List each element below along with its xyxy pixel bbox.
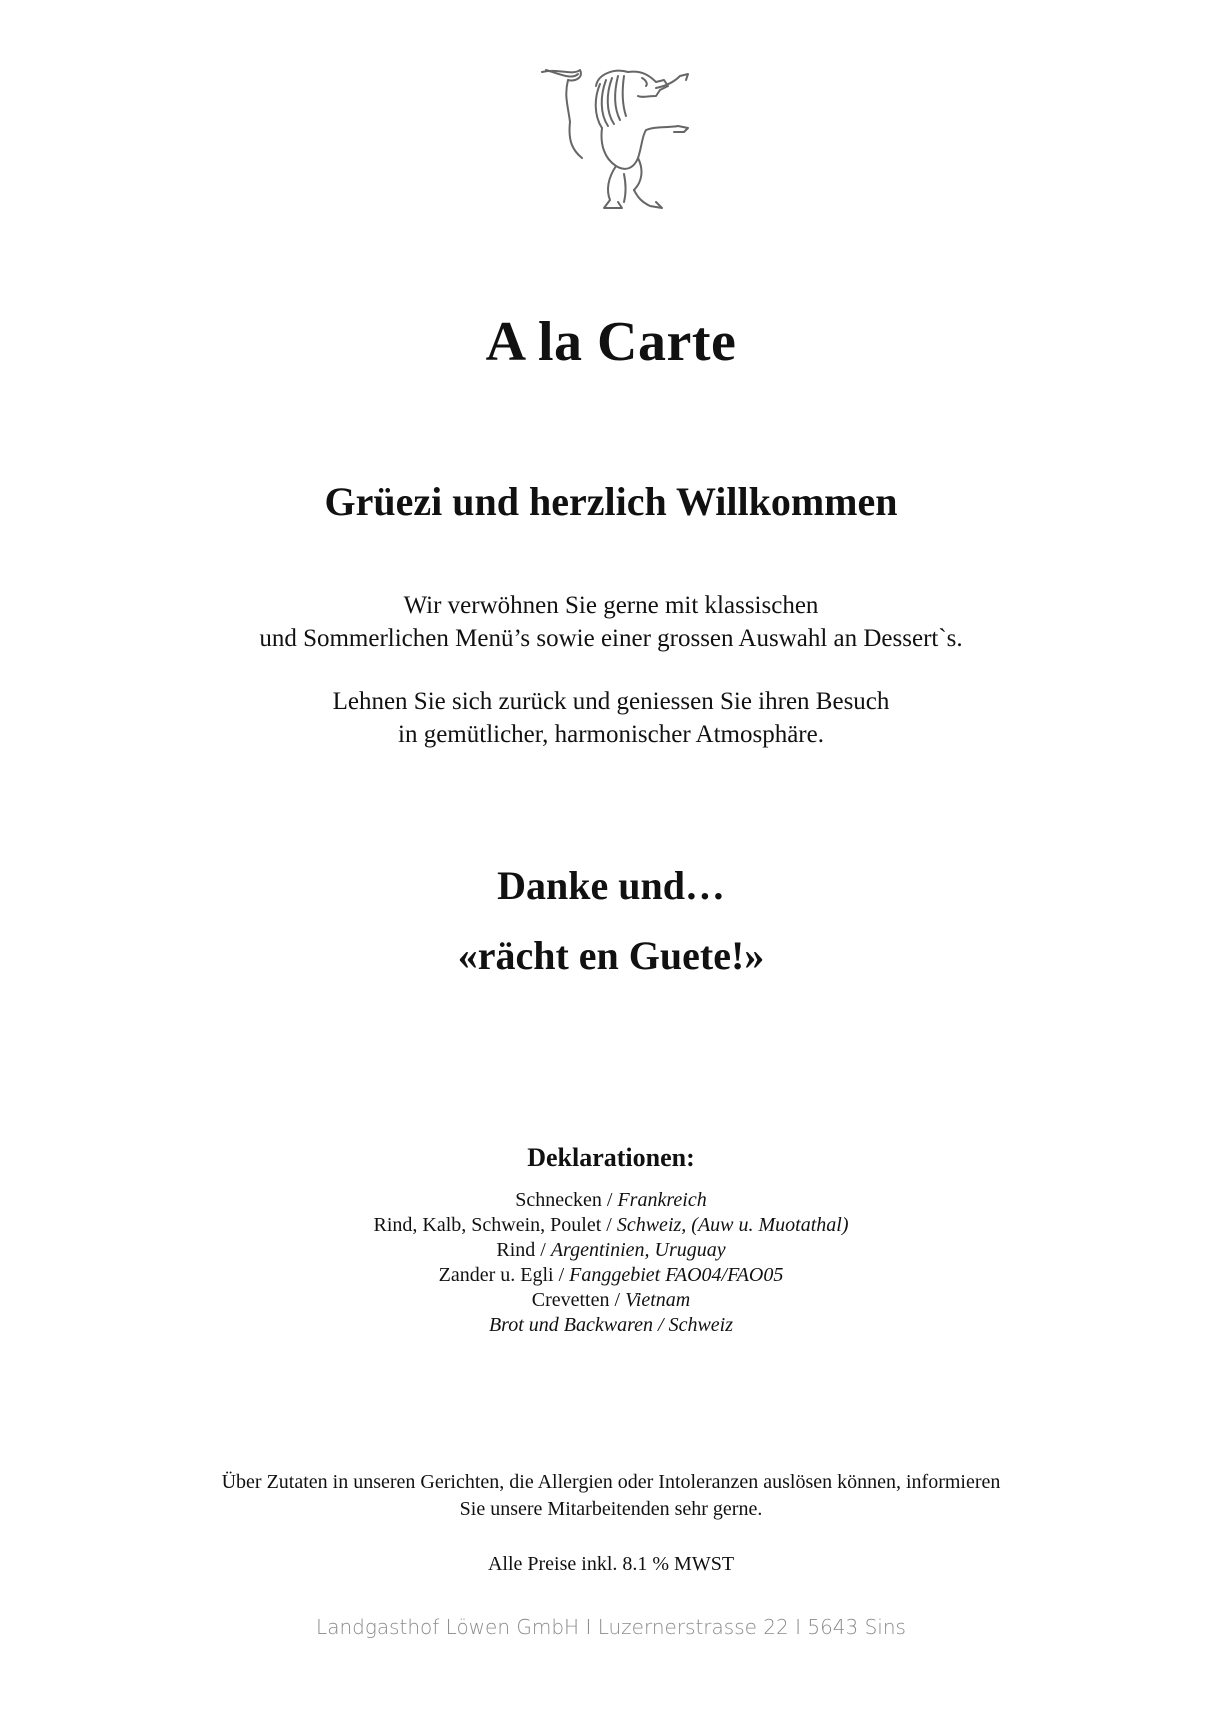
thanks-line: Danke und… — [497, 863, 725, 908]
declaration-origin: Schweiz, (Auw u. Muotathal) — [616, 1214, 849, 1236]
thanks-line: «rächt en Guete!» — [457, 933, 765, 978]
declaration-item — [0, 1213, 1222, 1238]
declaration-product: Zander u. Egli / — [438, 1264, 570, 1286]
declaration-origin: Fanggebiet FAO04/FAO05 — [569, 1264, 784, 1286]
allergy-notice — [0, 1469, 1222, 1523]
allergy-line: Sie unsere Mitarbeitenden sehr gerne. — [459, 1498, 763, 1520]
declaration-origin: Frankreich — [617, 1189, 707, 1211]
declaration-item — [0, 1313, 1222, 1338]
declaration-product: Rind / — [496, 1239, 551, 1261]
allergy-line: Über Zutaten in unseren Gerichten, die Allergien oder Intoleranzen auslösen können, informieren — [221, 1471, 1001, 1493]
intro-text — [0, 589, 1222, 655]
declaration-item — [0, 1188, 1222, 1213]
intro-line: Wir verwöhnen Sie gerne mit klassischen — [403, 592, 819, 619]
declaration-origin: Brot und Backwaren / Schweiz — [488, 1314, 734, 1336]
declaration-product: Schnecken / — [515, 1189, 618, 1211]
declaration-item — [0, 1288, 1222, 1313]
price-notice: Alle Preise inkl. 8.1 % MWST — [487, 1553, 735, 1575]
intro-line: und Sommerlichen Menü’s sowie einer grossen Auswahl an Dessert`s. — [259, 625, 963, 652]
declaration-product: Crevetten / — [531, 1289, 626, 1311]
intro2-line: in gemütlicher, harmonischer Atmosphäre. — [398, 721, 824, 748]
declaration-origin: Vietnam — [625, 1289, 691, 1311]
declaration-item — [0, 1263, 1222, 1288]
lion-rampant-icon — [538, 66, 718, 218]
page-title: A la Carte — [485, 311, 737, 373]
declarations-title: Deklarationen: — [527, 1143, 695, 1172]
thanks-heading — [0, 851, 1222, 991]
welcome-heading: Grüezi und herzlich Willkommen — [324, 479, 898, 524]
declarations-list — [0, 1188, 1222, 1338]
declaration-product: Rind, Kalb, Schwein, Poulet / — [373, 1214, 617, 1236]
footer-address: Landgasthof Löwen GmbH I Luzernerstrasse 22 I 5643 Sins — [316, 1615, 906, 1639]
declaration-origin: Argentinien, Uruguay — [550, 1239, 726, 1261]
intro2-line: Lehnen Sie sich zurück und geniessen Sie ihren Besuch — [332, 688, 890, 715]
declaration-item — [0, 1238, 1222, 1263]
intro-text-2 — [0, 685, 1222, 751]
